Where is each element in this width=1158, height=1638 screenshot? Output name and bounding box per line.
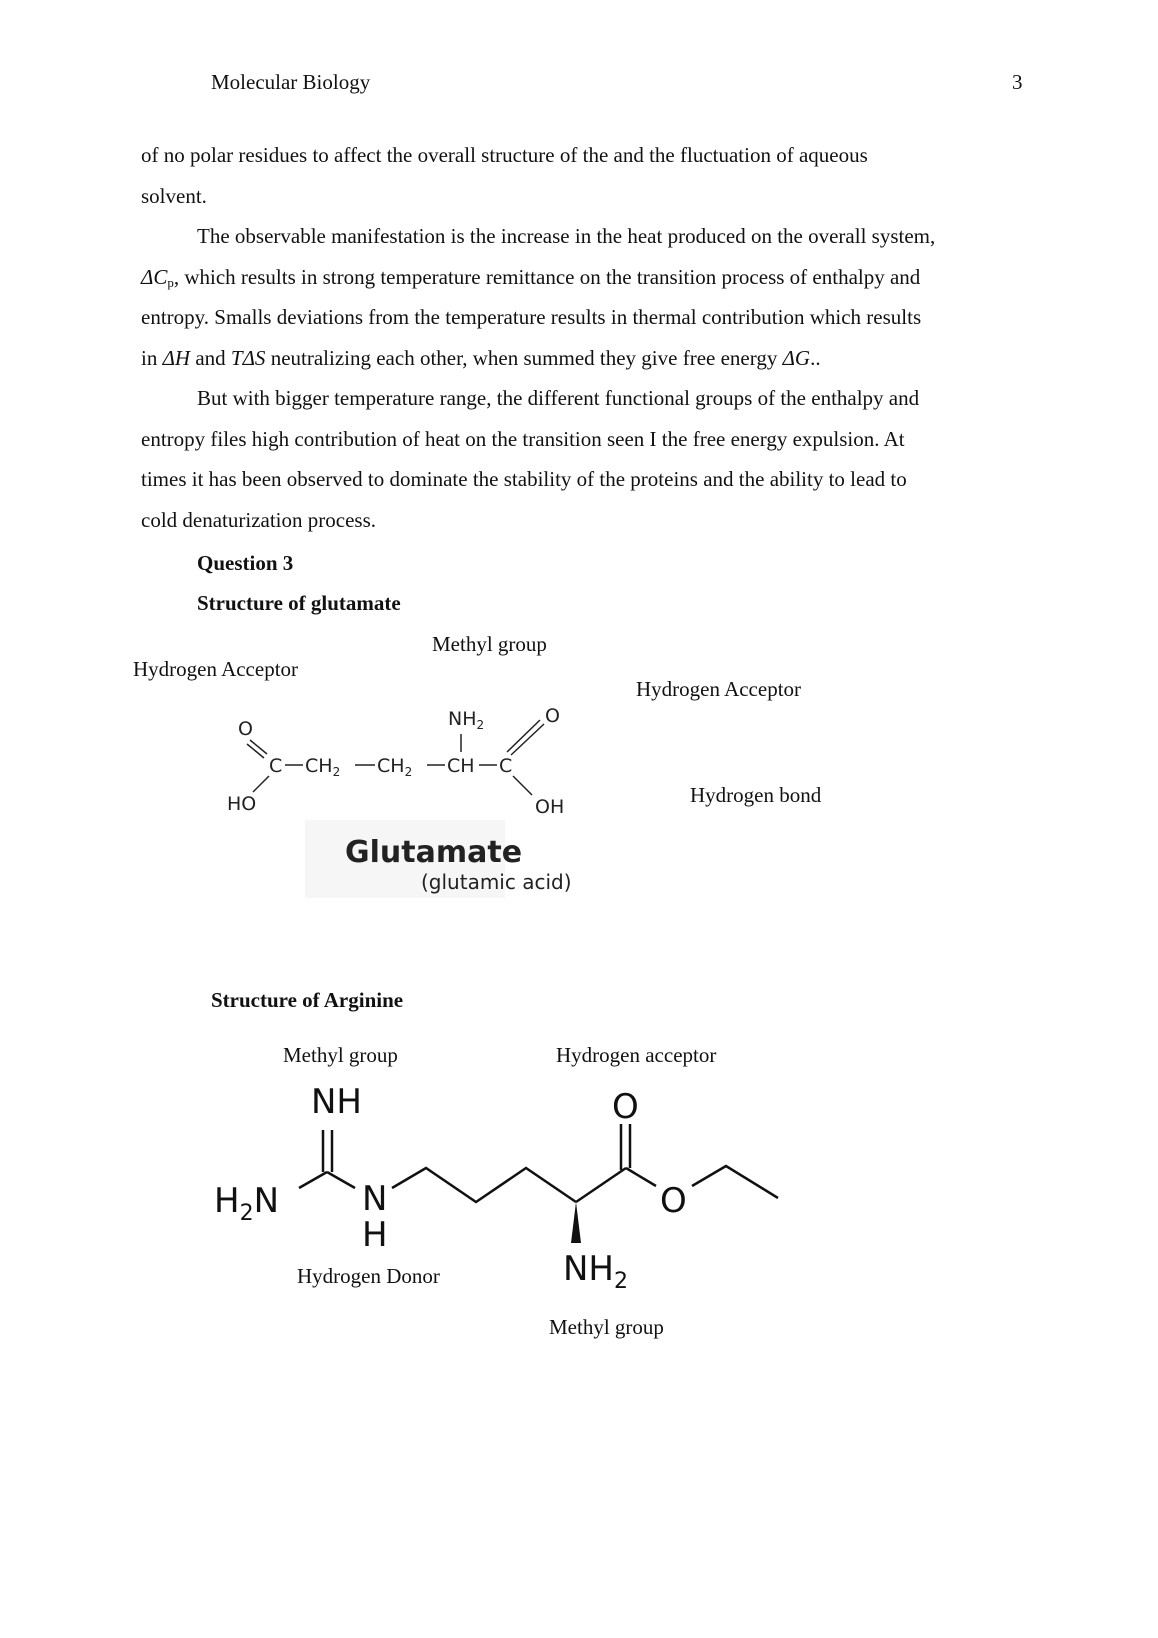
- wedge-bond: [571, 1202, 581, 1243]
- bond-c-nh2: [299, 1172, 327, 1188]
- paragraph-line: The observable manifestation is the increase in the heat produced on the overall system,: [197, 224, 936, 248]
- paragraph-1: [141, 135, 1027, 216]
- arginine-methyl-bottom-label: Methyl group: [549, 1315, 664, 1339]
- running-header: Molecular Biology: [211, 70, 371, 94]
- delta-h-symbol: ΔH: [162, 345, 191, 370]
- subscript: p: [167, 274, 174, 290]
- paragraph-3: [141, 378, 1027, 540]
- atom-o-ester: O: [660, 1181, 687, 1221]
- bond-alpha-carbonyl: [576, 1168, 626, 1202]
- bond-double-left-1: [250, 740, 267, 754]
- page-number: 3: [1012, 70, 1023, 94]
- glutamate-structure-figure: [205, 690, 630, 905]
- glutamate-acceptor-left-label: Hydrogen Acceptor: [133, 657, 299, 681]
- group-ch2-a: $CH_2$: [305, 755, 341, 779]
- paragraph-line: entropy files high contribution of heat on the transition seen I the free energy expulsion. At: [141, 426, 905, 451]
- bond-double-right-2: [511, 724, 544, 755]
- arginine-donor-label: Hydrogen Donor: [297, 1264, 440, 1288]
- ethyl-chain: [692, 1166, 778, 1198]
- question-heading: Question 3: [197, 551, 294, 575]
- bond-c-n: [327, 1172, 355, 1188]
- arginine-methyl-top-label: Methyl group: [283, 1043, 398, 1067]
- text-run: neutralizing each other, when summed they give free energy: [265, 345, 783, 370]
- paragraph-line: But with bigger temperature range, the different functional groups of the enthalpy and: [197, 386, 920, 410]
- group-h2n: $H_2N$: [214, 1181, 280, 1226]
- atom-c-right: C: [499, 755, 513, 777]
- atom-c-left: C: [269, 755, 283, 777]
- paragraph-line: cold denaturization process.: [141, 507, 376, 532]
- group-ch2-b: $CH_2$: [377, 755, 413, 779]
- carbon-chain: [392, 1168, 576, 1202]
- t-delta-s-symbol: TΔS: [230, 345, 266, 370]
- atom-oh: OH: [535, 796, 565, 818]
- glutamate-hbond-label: Hydrogen bond: [690, 783, 822, 807]
- atom-nh: NH: [311, 1082, 362, 1122]
- bond-c-oh: [513, 776, 532, 795]
- bond-c-ho: [253, 776, 269, 792]
- paragraph-line: [141, 257, 1027, 298]
- atom-ho: HO: [227, 793, 257, 815]
- arginine-structure-figure: [200, 1080, 800, 1290]
- bond-c-o-ester: [626, 1168, 656, 1186]
- glutamate-heading: Structure of glutamate: [197, 591, 401, 615]
- glutamate-acceptor-right-label: Hydrogen Acceptor: [636, 677, 802, 701]
- atom-o-carbonyl: O: [612, 1087, 639, 1127]
- figure-subtitle: (glutamic acid): [421, 870, 572, 894]
- group-nh2: $NH_2$: [448, 708, 485, 732]
- group-nh2-alpha: $NH_2$: [563, 1249, 628, 1290]
- text-run: and: [190, 345, 231, 370]
- atom-n: N: [362, 1179, 388, 1219]
- group-ch: CH: [447, 755, 475, 777]
- delta-cp-symbol: ΔC: [141, 264, 168, 289]
- paragraph-line: [141, 338, 1027, 379]
- paragraph-line: times it has been observed to dominate the stability of the proteins and the ability to lead to: [141, 467, 907, 492]
- paragraph-2: [141, 216, 1027, 378]
- atom-o-right: O: [545, 705, 560, 727]
- glutamate-methyl-label: Methyl group: [432, 632, 547, 656]
- arginine-heading: Structure of Arginine: [211, 988, 404, 1012]
- atom-h: H: [362, 1215, 388, 1255]
- text-run: ..: [810, 345, 821, 370]
- bond-double-left-2: [247, 744, 264, 758]
- atom-o-left: O: [238, 718, 253, 740]
- arginine-acceptor-label: Hydrogen acceptor: [556, 1043, 717, 1067]
- paragraph-line: entropy. Smalls deviations from the temperature results in thermal contribution which results: [141, 305, 922, 330]
- bond-double-right-1: [507, 720, 540, 752]
- text-run: , which results in strong temperature remittance on the transition process of enthalpy and: [173, 264, 921, 289]
- delta-g-symbol: ΔG: [782, 345, 811, 370]
- paragraph-line: solvent.: [141, 183, 207, 208]
- figure-title: Glutamate: [345, 835, 523, 870]
- paragraph-line: of no polar residues to affect the overall structure of the and the fluctuation of aqueous: [141, 143, 868, 167]
- text-run: in: [141, 345, 163, 370]
